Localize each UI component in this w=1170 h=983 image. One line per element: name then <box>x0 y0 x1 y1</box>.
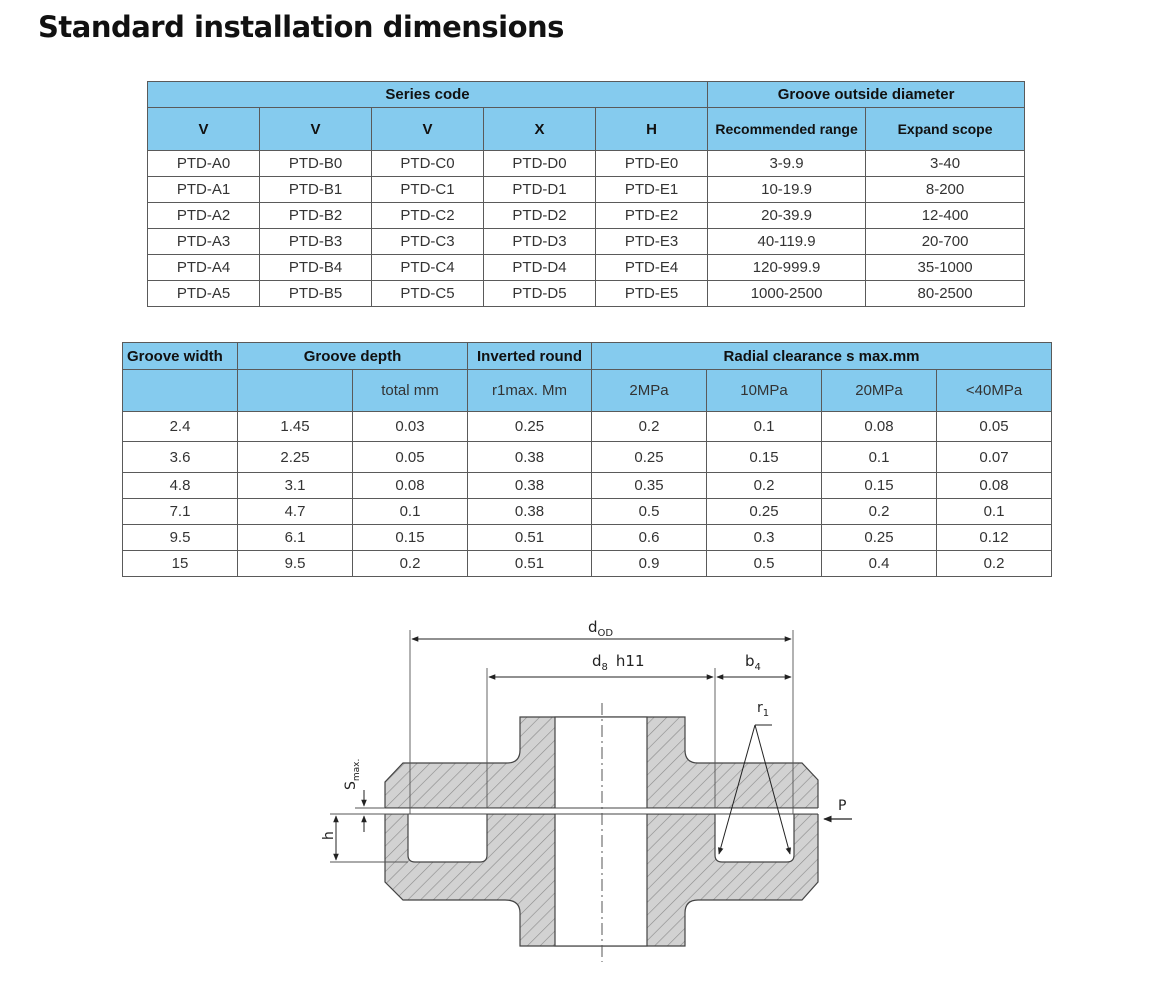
table-cell: 0.2 <box>353 551 468 577</box>
table-cell: 0.4 <box>822 551 937 577</box>
table-cell: 0.08 <box>937 473 1052 499</box>
table-cell: 35-1000 <box>866 255 1025 281</box>
table-cell: 0.03 <box>353 412 468 442</box>
table-cell: 0.51 <box>468 551 592 577</box>
table-cell: 0.08 <box>353 473 468 499</box>
table-row <box>148 255 1025 281</box>
table-row <box>148 281 1025 307</box>
table-cell: PTD-E1 <box>596 177 708 203</box>
page-title: Standard installation dimensions <box>38 10 564 44</box>
table-cell: PTD-D0 <box>484 151 596 177</box>
table-cell: 0.1 <box>822 442 937 473</box>
table-cell: 6.1 <box>238 525 353 551</box>
table-cell: 2.25 <box>238 442 353 473</box>
table-cell: 3.6 <box>123 442 238 473</box>
table-cell: PTD-A4 <box>148 255 260 281</box>
table-cell: 40-119.9 <box>708 229 866 255</box>
table-cell: PTD-D1 <box>484 177 596 203</box>
table-cell: 0.12 <box>937 525 1052 551</box>
groove-depth-header: Groove depth <box>238 343 468 370</box>
table-cell: 0.38 <box>468 442 592 473</box>
table-cell: PTD-B3 <box>260 229 372 255</box>
table-row <box>123 499 1052 525</box>
d8-label: $d_8$ h11 <box>592 652 645 673</box>
table-cell: 8-200 <box>866 177 1025 203</box>
table-cell: PTD-E5 <box>596 281 708 307</box>
table-cell: PTD-B1 <box>260 177 372 203</box>
table-cell: 0.1 <box>937 499 1052 525</box>
table-cell: 0.08 <box>822 412 937 442</box>
table-header-row <box>148 82 1025 108</box>
table-row <box>123 473 1052 499</box>
table-subheader-row <box>148 108 1025 151</box>
col-header: V <box>372 108 484 151</box>
table-cell: 7.1 <box>123 499 238 525</box>
table-cell: PTD-B2 <box>260 203 372 229</box>
col-header: X <box>484 108 596 151</box>
table-cell: PTD-B0 <box>260 151 372 177</box>
table-cell: PTD-C5 <box>372 281 484 307</box>
table-cell: 0.25 <box>822 525 937 551</box>
col-header: V <box>148 108 260 151</box>
table-cell: PTD-E0 <box>596 151 708 177</box>
table-row <box>123 525 1052 551</box>
total-mm-header: total mm <box>353 370 468 412</box>
table-cell: 0.07 <box>937 442 1052 473</box>
table-cell: 0.05 <box>353 442 468 473</box>
table-cell: 0.15 <box>707 442 822 473</box>
table-cell: 0.51 <box>468 525 592 551</box>
table-row <box>123 442 1052 473</box>
table-cell: 4.8 <box>123 473 238 499</box>
table-cell: 0.1 <box>353 499 468 525</box>
s-max-label: $S_{max.}$ <box>343 758 362 790</box>
pressure-label: P <box>838 798 847 814</box>
table-cell: PTD-A0 <box>148 151 260 177</box>
table-cell: PTD-A2 <box>148 203 260 229</box>
b4-label: $b_4$ <box>745 652 761 673</box>
col-header: V <box>260 108 372 151</box>
expand-scope-header: Expand scope <box>866 108 1025 151</box>
table-cell: 120-999.9 <box>708 255 866 281</box>
table-cell: 2.4 <box>123 412 238 442</box>
table-cell: 3-40 <box>866 151 1025 177</box>
table-cell: 0.2 <box>707 473 822 499</box>
bore <box>555 717 647 946</box>
table-cell: 0.05 <box>937 412 1052 442</box>
table-cell: 0.35 <box>592 473 707 499</box>
table-cell: PTD-C0 <box>372 151 484 177</box>
r1max-header: r1max. Mm <box>468 370 592 412</box>
table-cell: 0.3 <box>707 525 822 551</box>
table-cell: 4.7 <box>238 499 353 525</box>
table-header-row <box>123 343 1052 370</box>
inverted-round-header: Inverted round <box>468 343 592 370</box>
table-cell: PTD-C1 <box>372 177 484 203</box>
table-cell: 3-9.9 <box>708 151 866 177</box>
table-cell: PTD-E4 <box>596 255 708 281</box>
groove-width-header: Groove width <box>123 343 238 370</box>
groove-dimensions-body <box>123 412 1052 577</box>
table-subheader-row <box>123 370 1052 412</box>
table-cell: 9.5 <box>238 551 353 577</box>
table-cell: 0.6 <box>592 525 707 551</box>
table-row <box>148 203 1025 229</box>
series-code-body <box>148 151 1025 307</box>
col-header: H <box>596 108 708 151</box>
table-cell: PTD-B4 <box>260 255 372 281</box>
d-od-label: $d_{OD}$ <box>588 618 614 639</box>
table-cell: 0.38 <box>468 473 592 499</box>
table-cell: 3.1 <box>238 473 353 499</box>
table-cell: 20-700 <box>866 229 1025 255</box>
table-row <box>123 412 1052 442</box>
table-cell: 0.2 <box>822 499 937 525</box>
pressure-header: 20MPa <box>822 370 937 412</box>
table-cell: 80-2500 <box>866 281 1025 307</box>
table-cell: PTD-D4 <box>484 255 596 281</box>
table-cell: PTD-E2 <box>596 203 708 229</box>
table-row <box>148 177 1025 203</box>
table-cell: PTD-A3 <box>148 229 260 255</box>
installation-drawing <box>300 600 860 970</box>
table-row <box>123 551 1052 577</box>
table-cell: PTD-C2 <box>372 203 484 229</box>
table-cell: 12-400 <box>866 203 1025 229</box>
table-cell: 0.2 <box>592 412 707 442</box>
table-cell: PTD-E3 <box>596 229 708 255</box>
pressure-header: 10MPa <box>707 370 822 412</box>
groove-dimensions-table <box>122 342 1052 577</box>
table-cell: PTD-B5 <box>260 281 372 307</box>
series-code-header: Series code <box>148 82 708 108</box>
table-cell: PTD-C4 <box>372 255 484 281</box>
table-cell: 0.25 <box>592 442 707 473</box>
pressure-header: <40MPa <box>937 370 1052 412</box>
r1-label: $r_1$ <box>757 700 770 719</box>
table-row <box>148 151 1025 177</box>
table-cell: 0.25 <box>468 412 592 442</box>
table-cell: 0.15 <box>353 525 468 551</box>
pressure-header: 2MPa <box>592 370 707 412</box>
table-cell: 15 <box>123 551 238 577</box>
table-cell: 0.9 <box>592 551 707 577</box>
table-cell: 1.45 <box>238 412 353 442</box>
table-cell: 0.2 <box>937 551 1052 577</box>
table-cell: 0.1 <box>707 412 822 442</box>
table-cell: 0.5 <box>707 551 822 577</box>
table-cell: 0.15 <box>822 473 937 499</box>
empty-cell <box>238 370 353 412</box>
table-cell: 1000-2500 <box>708 281 866 307</box>
groove-od-header: Groove outside diameter <box>708 82 1025 108</box>
table-cell: PTD-D5 <box>484 281 596 307</box>
h-label: h <box>321 831 337 840</box>
table-cell: 0.25 <box>707 499 822 525</box>
radial-clearance-header: Radial clearance s max.mm <box>592 343 1052 370</box>
table-row <box>148 229 1025 255</box>
table-cell: PTD-C3 <box>372 229 484 255</box>
table-cell: 0.5 <box>592 499 707 525</box>
table-cell: PTD-A5 <box>148 281 260 307</box>
table-cell: 10-19.9 <box>708 177 866 203</box>
empty-cell <box>123 370 238 412</box>
recommended-range-header: Recommended range <box>708 108 866 151</box>
table-cell: PTD-D2 <box>484 203 596 229</box>
series-code-table <box>147 81 1025 307</box>
table-cell: PTD-A1 <box>148 177 260 203</box>
table-cell: 20-39.9 <box>708 203 866 229</box>
table-cell: 0.38 <box>468 499 592 525</box>
table-cell: PTD-D3 <box>484 229 596 255</box>
table-cell: 9.5 <box>123 525 238 551</box>
